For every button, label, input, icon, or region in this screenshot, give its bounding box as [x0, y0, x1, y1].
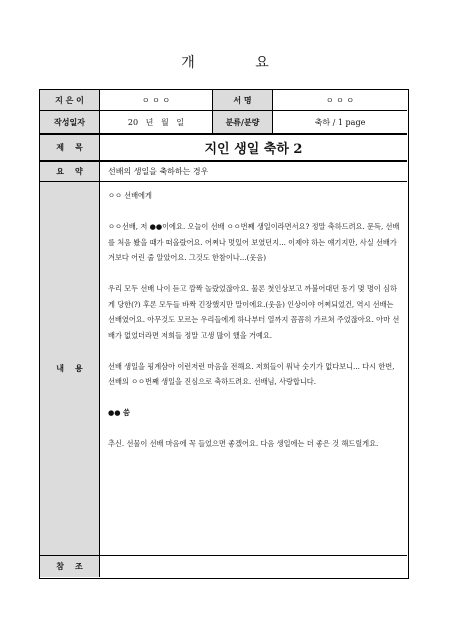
document-title: 개 요 [181, 55, 297, 71]
content-paragraph: ㅇㅇ선배, 저 ●●이에요. 오늘이 선배 ㅇㅇ번째 생일이라면서요? 정말 축하드려요. 문득, 선배를 처음 봤을 때가 떠올랐어요. 어쩌나 멋있어 보였던지... 이제야 하는 얘기지만, 사실 선배가 겨보다 어린 줄 알았어요. 그것도 한참이나...(웃음) [108, 222, 400, 262]
subject-row [40, 135, 407, 160]
author-label: 지 은 이 [40, 90, 100, 110]
content-row [40, 182, 407, 556]
category-value: 축하 / 1 page [314, 117, 366, 127]
content-paragraph: 추신. 선물이 선배 마음에 꼭 들었으면 좋겠어요. 다음 생일에는 더 좋은 것 해드릴게요. [108, 439, 379, 448]
content-label: 내 용 [40, 182, 100, 555]
content-paragraph: 선배 생일을 핑계삼아 이런저런 마음을 전해요. 저희들이 워낙 숫기가 없다보니... 다시 한번, 선배의 ㅇㅇ번째 생일을 진심으로 축하드려요. 선배님, 사랑합니다. [108, 361, 397, 386]
summary-value: 선배의 생일을 축하하는 경우 [108, 167, 209, 176]
author-value: ㅇ ㅇ ㅇ [100, 90, 213, 110]
reference-label: 참 조 [40, 556, 100, 577]
summary-row [40, 162, 407, 182]
subject-value: 지인 생일 축하 2 [204, 142, 303, 157]
author-row [40, 90, 407, 111]
summary-form-table [39, 89, 409, 579]
content-paragraph: ㅇㅇ 선배에게 [108, 191, 152, 200]
reference-row [40, 556, 407, 577]
subject-label: 제 목 [40, 135, 100, 160]
content-body [100, 182, 407, 555]
sign-value: ㅇ ㅇ ㅇ [325, 95, 355, 105]
content-paragraph: ●● 씀 [108, 408, 130, 417]
content-paragraph: 우리 모두 선배 나이 듣고 깜짝 놀랐었잖아요. 물론 첫인상보고 까불어대던 동기 몇 명이 심하게 당한(?) 후론 모두들 바짝 긴장했지만 말이에요.(웃음) 인상이야 어쩌되었건, 역시 선배는 선배였어요. 아무것도 모르는 우리들에게 하나부터 열까지 꼼꼼히 가르쳐 주었잖아요. 아마 선배가 없었더라면 저희들 정말 고생 많이 했을 거예요. [108, 284, 400, 340]
date-value: 20 년 월 일 [100, 111, 213, 133]
category-label: 분류/분량 [213, 111, 273, 133]
summary-label: 요 약 [40, 162, 100, 181]
date-label: 작성일자 [40, 111, 100, 133]
sign-label: 서 명 [213, 90, 273, 110]
reference-value [100, 556, 407, 577]
date-row [40, 111, 407, 133]
